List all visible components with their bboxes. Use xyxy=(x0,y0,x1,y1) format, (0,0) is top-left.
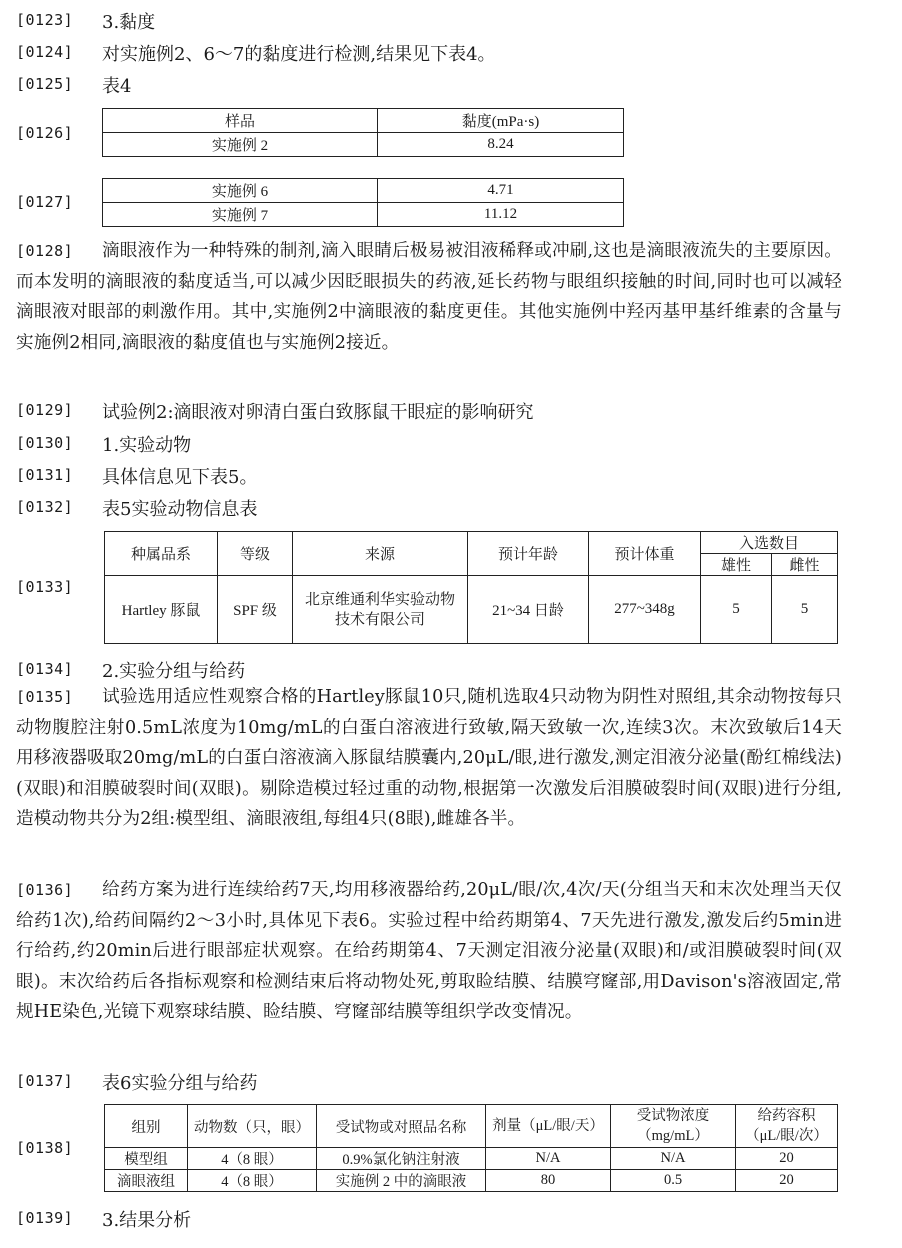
table-header: 等级 xyxy=(218,532,293,576)
paragraph-number: [0139] xyxy=(16,1209,74,1227)
table-cell: 实施例 2 中的滴眼液 xyxy=(317,1170,486,1192)
table-subheader: 雄性 xyxy=(701,554,772,576)
table-cell: 实施例 2 xyxy=(103,133,378,157)
table-cell: 北京维通利华实验动物技术有限公司 xyxy=(293,576,468,644)
table-cell: 0.5 xyxy=(611,1170,736,1192)
table-header: 预计年龄 xyxy=(468,532,589,576)
table-caption: 表6实验分组与给药 xyxy=(102,1073,258,1094)
paragraph-text: 试验选用适应性观察合格的Hartley豚鼠10只,随机选取4只动物为阴性对照组,其余动物按每只动物腹腔注射0.5mL浓度为10mg/mL的白蛋白溶液进行致敏,隔天致敏一次,连续3次。末次致敏后14天用移液器吸取20mg/mL的白蛋白溶液滴入豚鼠结膜囊内,20μL/眼,进行激发,测定泪液分泌量(酚红棉线法)(双眼)和泪膜破裂时间(双眼)。剔除造模过轻过重的动物,根据第一次激发后泪膜破裂时间(双眼)进行分组,造模动物共分为2组:模型组、滴眼液组,每组4只(8眼),雌雄各半。 xyxy=(16,687,842,829)
table-cell: N/A xyxy=(486,1148,611,1170)
paragraph-text: 对实施例2、6～7的黏度进行检测,结果见下表4。 xyxy=(102,44,496,65)
table-cell: 0.9%氯化钠注射液 xyxy=(317,1148,486,1170)
table-header: 入选数目 xyxy=(701,532,838,554)
table-caption: 表4 xyxy=(102,76,132,97)
table-cell: SPF 级 xyxy=(218,576,293,644)
paragraph-number: [0135] xyxy=(16,688,74,706)
paragraph-text: 具体信息见下表5。 xyxy=(102,467,258,488)
table-cell: 4（8 眼） xyxy=(188,1170,317,1192)
paragraph-0136 xyxy=(16,875,842,1028)
paragraph-number: [0130] xyxy=(16,434,74,452)
table-cell: 4.71 xyxy=(378,179,624,203)
table-cell: 277~348g xyxy=(589,576,701,644)
table-4-part-a xyxy=(102,108,624,157)
section-heading: 3.黏度 xyxy=(102,12,156,33)
table-cell: 11.12 xyxy=(378,203,624,227)
table-cell: 实施例 7 xyxy=(103,203,378,227)
paragraph-number: [0138] xyxy=(16,1139,74,1157)
table-header: 预计体重 xyxy=(589,532,701,576)
paragraph-number: [0132] xyxy=(16,498,74,516)
table-header: 样品 xyxy=(103,109,378,133)
paragraph-number: [0123] xyxy=(16,11,74,29)
table-header: 种属品系 xyxy=(105,532,218,576)
paragraph-number: [0129] xyxy=(16,401,74,419)
paragraph-number: [0125] xyxy=(16,75,74,93)
table-subheader: 雌性 xyxy=(772,554,838,576)
table-cell: 20 xyxy=(736,1170,838,1192)
table-cell: N/A xyxy=(611,1148,736,1170)
paragraph-text: 给药方案为进行连续给药7天,均用移液器给药,20μL/眼/次,4次/天(分组当天和末次处理当天仅给药1次),给药间隔约2～3小时,具体见下表6。实验过程中给药期第4、7天先进行激发,激发后约5min进行给药,约20min后进行眼部症状观察。在给药期第4、7天测定泪液分泌量(双眼)和/或泪膜破裂时间(双眼)。末次给药后各指标观察和检测结束后将动物处死,剪取睑结膜、结膜穹窿部,用Davison's溶液固定,常规HE染色,光镜下观察球结膜、睑结膜、穹窿部结膜等组织学改变情况。 xyxy=(16,880,842,1022)
paragraph-number: [0124] xyxy=(16,43,74,61)
table-cell: 4（8 眼） xyxy=(188,1148,317,1170)
table-header: 受试物或对照品名称 xyxy=(317,1105,486,1148)
section-heading: 试验例2:滴眼液对卵清白蛋白致豚鼠干眼症的影响研究 xyxy=(102,402,534,423)
paragraph-number: [0137] xyxy=(16,1072,74,1090)
paragraph-number: [0128] xyxy=(16,242,74,260)
table-header: 动物数（只，眼） xyxy=(188,1105,317,1148)
paragraph-0128 xyxy=(16,236,842,358)
table-cell: 滴眼液组 xyxy=(105,1170,188,1192)
section-heading: 2.实验分组与给药 xyxy=(102,661,246,682)
paragraph-number: [0133] xyxy=(16,578,74,596)
table-cell: 21~34 日龄 xyxy=(468,576,589,644)
table-cell: 8.24 xyxy=(378,133,624,157)
table-cell: 实施例 6 xyxy=(103,179,378,203)
table-cell: 模型组 xyxy=(105,1148,188,1170)
table-6 xyxy=(104,1104,838,1192)
table-header: 黏度(mPa·s) xyxy=(378,109,624,133)
table-cell: Hartley 豚鼠 xyxy=(105,576,218,644)
table-header: 剂量（μL/眼/天） xyxy=(486,1105,611,1148)
table-caption: 表5实验动物信息表 xyxy=(102,499,258,520)
table-cell: 5 xyxy=(701,576,772,644)
section-heading: 3.结果分析 xyxy=(102,1210,192,1231)
table-cell: 80 xyxy=(486,1170,611,1192)
paragraph-number: [0127] xyxy=(16,193,74,211)
table-cell: 5 xyxy=(772,576,838,644)
table-header: 给药容积（μL/眼/次） xyxy=(736,1105,838,1148)
table-header: 组别 xyxy=(105,1105,188,1148)
paragraph-number: [0126] xyxy=(16,124,74,142)
paragraph-number: [0136] xyxy=(16,881,74,899)
paragraph-number: [0131] xyxy=(16,466,74,484)
table-4-part-b xyxy=(102,178,624,227)
table-header: 来源 xyxy=(293,532,468,576)
paragraph-0135 xyxy=(16,682,842,835)
table-5 xyxy=(104,531,838,644)
section-heading: 1.实验动物 xyxy=(102,435,192,456)
table-header: 受试物浓度（mg/mL） xyxy=(611,1105,736,1148)
paragraph-number: [0134] xyxy=(16,660,74,678)
paragraph-text: 滴眼液作为一种特殊的制剂,滴入眼睛后极易被泪液稀释或冲刷,这也是滴眼液流失的主要原因。而本发明的滴眼液的黏度适当,可以减少因眨眼损失的药液,延长药物与眼组织接触的时间,同时也可以减轻滴眼液对眼部的刺激作用。其中,实施例2中滴眼液的黏度更佳。其他实施例中羟丙基甲基纤维素的含量与实施例2相同,滴眼液的黏度值也与实施例2接近。 xyxy=(16,241,842,353)
table-cell: 20 xyxy=(736,1148,838,1170)
